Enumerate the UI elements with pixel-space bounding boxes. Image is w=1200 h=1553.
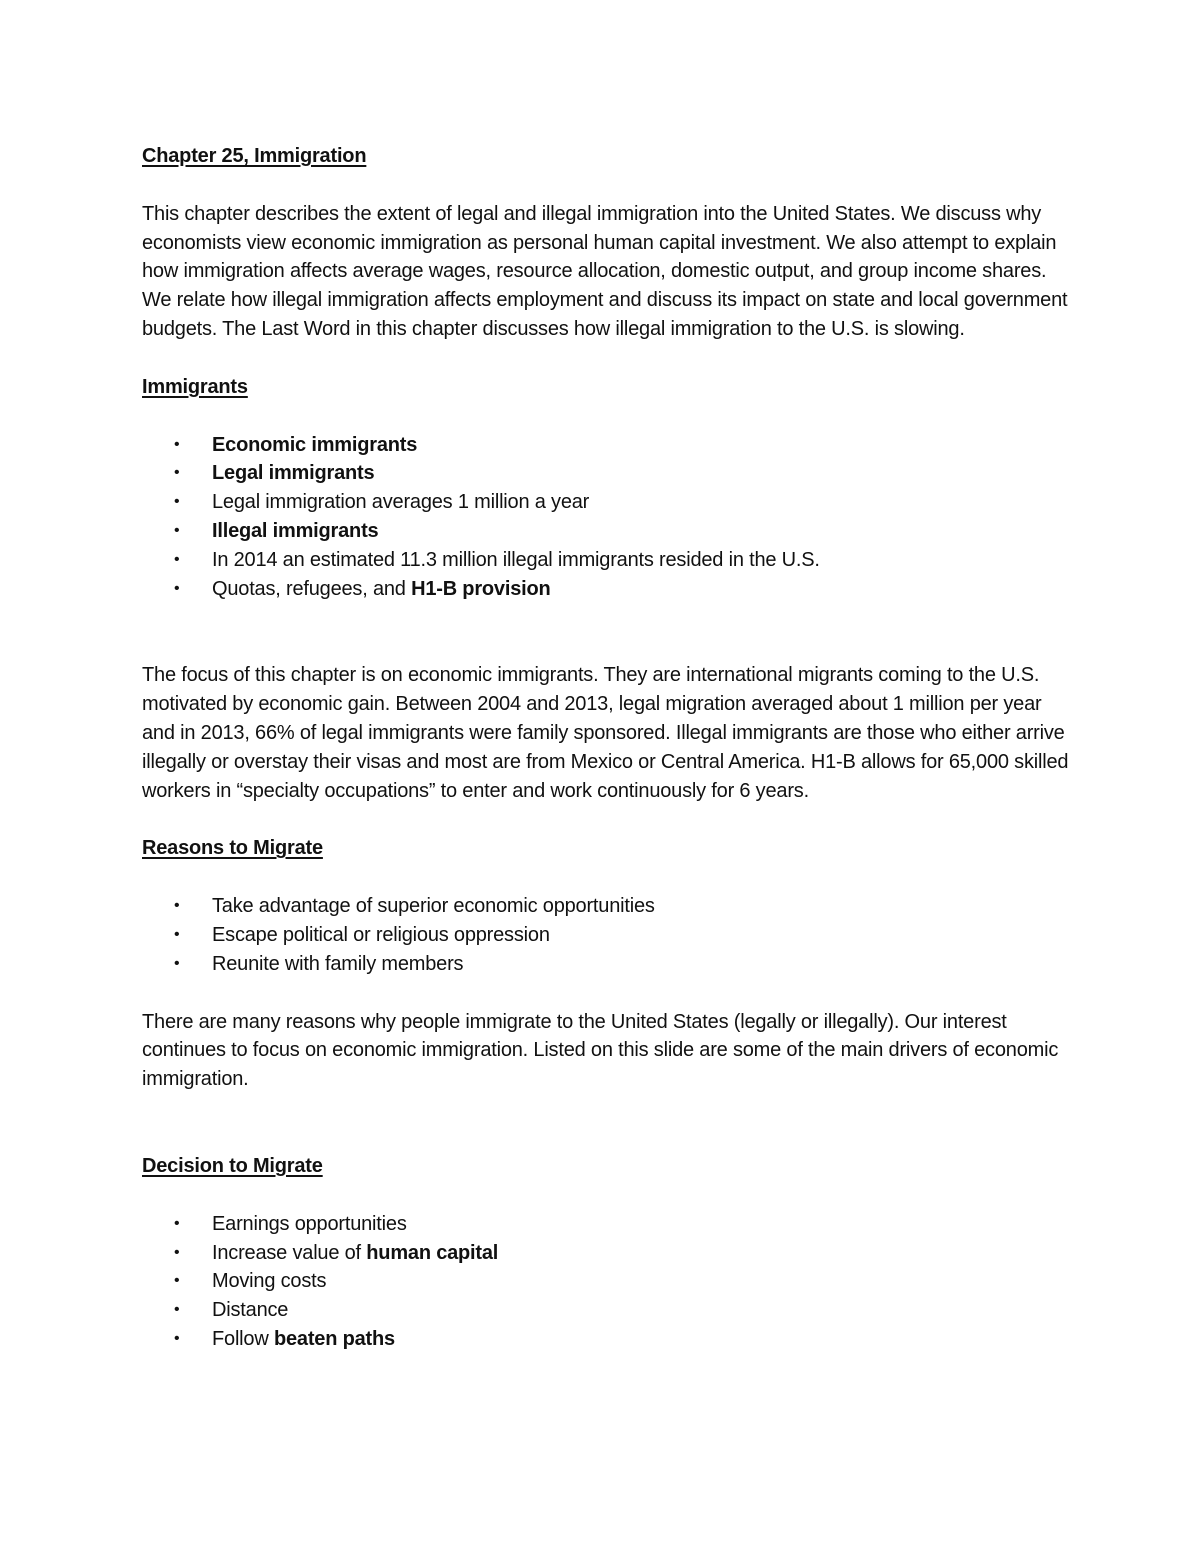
bullet-icon: •: [174, 493, 180, 511]
list-item: [142, 921, 1072, 950]
bullet-icon: •: [174, 1272, 180, 1290]
bullet-text: Earnings opportunities: [212, 1212, 407, 1235]
reasons-paragraph: There are many reasons why people immigrate to the United States (legally or illegally). Our interest continues to focus on economic immigration. Listed on this slide are some of the main drivers of economic immigration.: [142, 1010, 1059, 1091]
bullet-icon: •: [174, 435, 180, 453]
reasons-bullet-list: [142, 892, 1072, 978]
bullet-text: Increase value of: [212, 1241, 367, 1264]
bullet-icon: •: [174, 925, 180, 943]
list-item: [142, 575, 1072, 604]
list-item: [142, 546, 1072, 575]
list-item: [142, 1325, 1072, 1354]
bullet-bold-text: H1-B provision: [411, 577, 551, 600]
bullet-icon: •: [174, 897, 180, 915]
list-item: [142, 459, 1072, 488]
reasons-heading: Reasons to Migrate: [142, 837, 323, 860]
bullet-icon: •: [174, 1214, 180, 1232]
bullet-bold-text: human capital: [366, 1241, 499, 1264]
bullet-text: Quotas, refugees, and: [212, 577, 412, 600]
bullet-icon: •: [174, 1301, 180, 1319]
bullet-bold-text: beaten paths: [273, 1327, 395, 1350]
decision-bullet-list: [142, 1210, 1072, 1354]
intro-paragraph: This chapter describes the extent of legal and illegal immigration into the United States. We discuss why economists view economic immigration as personal human capital investment. We also attempt to explain how immigration affects average wages, resource allocation, domestic output, and group income shares. We relate how illegal immigration affects employment and discuss its impact on state and local government budgets. The Last Word in this chapter discusses how illegal immigration to the U.S. is slowing.: [142, 202, 1068, 340]
bullet-icon: •: [174, 1329, 180, 1347]
bullet-text: Moving costs: [212, 1270, 327, 1293]
bullet-text: Reunite with family members: [212, 952, 464, 975]
bullet-bold-text: Economic immigrants: [212, 433, 418, 456]
list-item: [142, 1296, 1072, 1325]
chapter-title: Chapter 25, Immigration: [142, 145, 367, 167]
list-item: [142, 892, 1072, 921]
bullet-text: Follow: [212, 1327, 274, 1350]
bullet-icon: •: [174, 550, 180, 568]
bullet-icon: •: [174, 521, 180, 539]
immigrants-paragraph: The focus of this chapter is on economic immigrants. They are international migrants coming to the U.S. motivated by economic gain. Between 2004 and 2013, legal migration averaged about 1 million per year and in 2013, 66% of legal immigrants were family sponsored. Illegal immigrants are those who either arrive illegally or overstay their visas and most are from Mexico or Central America. H1-B allows for 65,000 skilled workers in “specialty occupations” to enter and work continuously for 6 years.: [142, 664, 1069, 802]
list-item: [142, 1210, 1072, 1239]
bullet-text: Take advantage of superior economic opportunities: [212, 895, 655, 918]
list-item: [142, 1239, 1072, 1268]
list-item: [142, 1267, 1072, 1296]
bullet-text: Legal immigration averages 1 million a year: [212, 491, 590, 514]
document-content: [142, 142, 1072, 1354]
bullet-bold-text: Legal immigrants: [212, 462, 375, 485]
list-item: [142, 488, 1072, 517]
immigrants-bullet-list: [142, 431, 1072, 604]
decision-heading: Decision to Migrate: [142, 1154, 323, 1177]
bullet-icon: •: [174, 464, 180, 482]
bullet-text: Distance: [212, 1299, 289, 1322]
bullet-bold-text: Illegal immigrants: [212, 519, 379, 542]
bullet-text: Escape political or religious oppression: [212, 923, 550, 946]
bullet-text: In 2014 an estimated 11.3 million illegal immigrants resided in the U.S.: [212, 548, 820, 571]
bullet-icon: •: [174, 1243, 180, 1261]
bullet-icon: •: [174, 579, 180, 597]
list-item: [142, 517, 1072, 546]
bullet-icon: •: [174, 954, 180, 972]
immigrants-heading: Immigrants: [142, 375, 248, 398]
list-item: [142, 431, 1072, 460]
list-item: [142, 950, 1072, 979]
